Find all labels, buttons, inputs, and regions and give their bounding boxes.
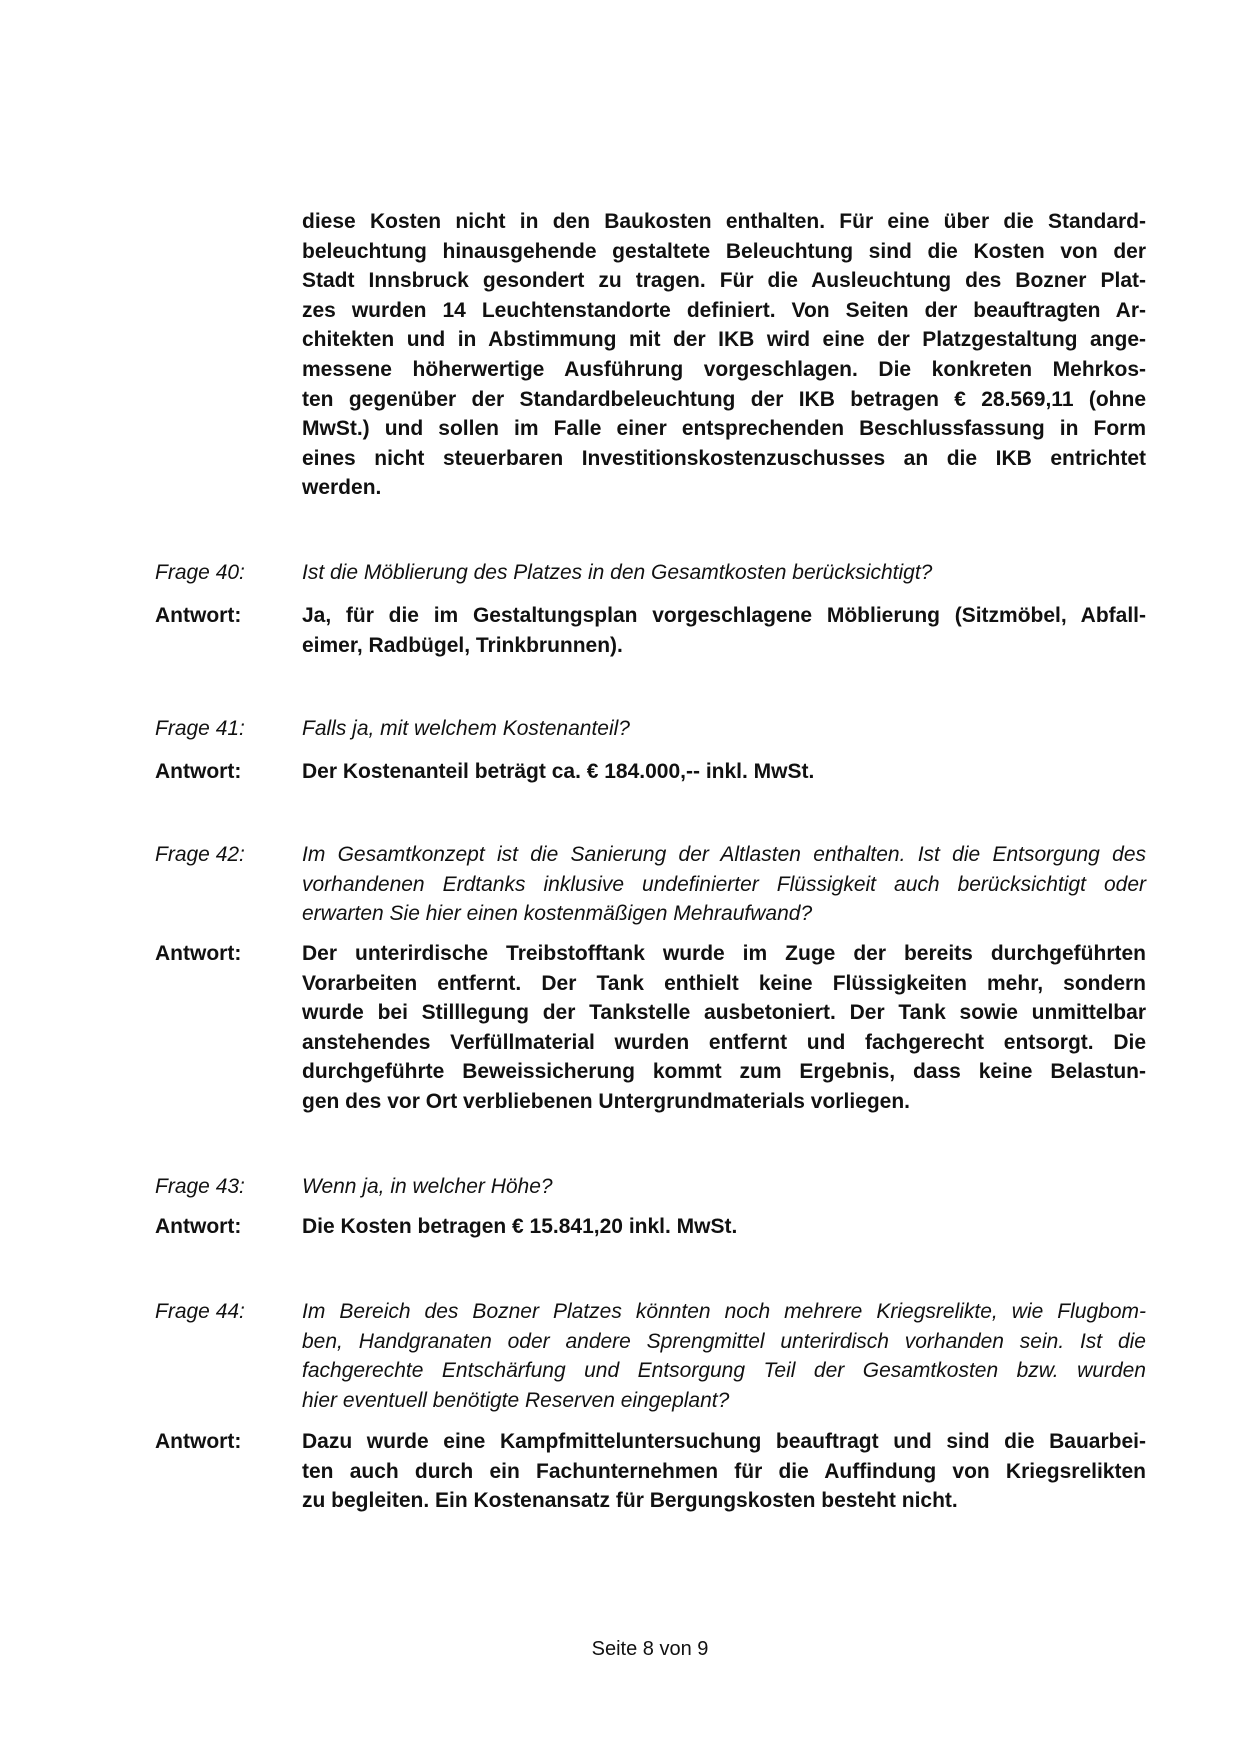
answer-40-text (302, 601, 1146, 660)
question-42-text (302, 840, 1146, 929)
text-line: fachgerechte Entschärfung und Entsorgung Teil der Gesamtkosten bzw. wurden (302, 1359, 1146, 1383)
answer-44-text (302, 1427, 1146, 1516)
text-line: Dazu wurde eine Kampfmitteluntersuchung beauftragt und sind die Bauarbei- (302, 1430, 1146, 1453)
text-line: Der unterirdische Treibstofftank wurde im Zuge der bereits durchgeführten (302, 942, 1146, 965)
question-44-label: Frage 44: (155, 1300, 245, 1323)
answer-40-label: Antwort: (155, 604, 242, 627)
text-line: ten gegenüber der Standardbeleuchtung der IKB betragen € 28.569,11 (ohne (302, 387, 1146, 411)
question-44-text (302, 1297, 1146, 1415)
text-line: eimer, Radbügel, Trinkbrunnen). (302, 633, 623, 657)
answer-41-text (302, 757, 1146, 787)
text-line: Wenn ja, in welcher Höhe? (302, 1175, 553, 1198)
question-40-label: Frage 40: (155, 561, 245, 584)
text-line: Stadt Innsbruck gesondert zu tragen. Für die Ausleuchtung des Bozner Plat- (302, 269, 1146, 293)
text-line: Vorarbeiten entfernt. Der Tank enthielt keine Flüssigkeiten mehr, sondern (302, 971, 1146, 995)
text-line: chitekten und in Abstimmung mit der IKB wird eine der Platzgestaltung ange- (302, 328, 1146, 352)
text-line: Ja, für die im Gestaltungsplan vorgeschlagene Möblierung (Sitzmöbel, Abfall- (302, 604, 1146, 627)
text-line: anstehendes Verfüllmaterial wurden entfernt und fachgerecht entsorgt. Die (302, 1030, 1146, 1054)
text-line: werden. (302, 476, 382, 500)
text-line: zu begleiten. Ein Kostenansatz für Bergungskosten besteht nicht. (302, 1489, 958, 1513)
question-40-text (302, 558, 1146, 588)
answer-42-text (302, 939, 1146, 1117)
question-43-label: Frage 43: (155, 1175, 245, 1198)
question-43-text (302, 1172, 1146, 1202)
text-line: gen des vor Ort verbliebenen Untergrundmaterials vorliegen. (302, 1089, 910, 1113)
answer-44-label: Antwort: (155, 1430, 242, 1453)
answer-41-label: Antwort: (155, 760, 242, 783)
text-line: ben, Handgranaten oder andere Sprengmittel unterirdisch vorhanden sein. Ist die (302, 1329, 1146, 1353)
text-line: Im Gesamtkonzept ist die Sanierung der Altlasten enthalten. Ist die Entsorgung des (302, 843, 1146, 866)
text-line: beleuchtung hinausgehende gestaltete Beleuchtung sind die Kosten von der (302, 239, 1146, 263)
page-number: Seite 8 von 9 (591, 1638, 709, 1660)
text-line: Die Kosten betragen € 15.841,20 inkl. MwSt. (302, 1215, 738, 1238)
question-41-label: Frage 41: (155, 717, 245, 740)
text-line: diese Kosten nicht in den Baukosten enthalten. Für eine über die Standard- (302, 210, 1146, 233)
answer-42-label: Antwort: (155, 942, 242, 965)
text-line: hier eventuell benötigte Reserven eingeplant? (302, 1388, 730, 1412)
text-line: durchgeführte Beweissicherung kommt zum Ergebnis, dass keine Belastun- (302, 1060, 1146, 1084)
text-line: Falls ja, mit welchem Kostenanteil? (302, 717, 630, 740)
question-42-label: Frage 42: (155, 843, 245, 866)
answer-43-label: Antwort: (155, 1215, 242, 1238)
intro-paragraph-text (302, 207, 1146, 503)
text-line: wurde bei Stilllegung der Tankstelle ausbetoniert. Der Tank sowie unmittelbar (302, 1001, 1146, 1025)
text-line: Im Bereich des Bozner Platzes könnten noch mehrere Kriegsrelikte, wie Flugbom- (302, 1300, 1146, 1323)
text-line: erwarten Sie hier einen kostenmäßigen Mehraufwand? (302, 902, 813, 926)
text-line: MwSt.) und sollen im Falle einer entsprechenden Beschlussfassung in Form (302, 417, 1146, 441)
text-line: zes wurden 14 Leuchtenstandorte definiert. Von Seiten der beauftragten Ar- (302, 298, 1146, 322)
text-line: Ist die Möblierung des Platzes in den Gesamtkosten berücksichtigt? (302, 561, 933, 584)
text-line: vorhandenen Erdtanks inklusive undefinierter Flüssigkeit auch berücksichtigt oder (302, 872, 1146, 896)
text-line: messene höherwertige Ausführung vorgeschlagen. Die konkreten Mehrkos- (302, 357, 1146, 381)
question-41-text (302, 714, 1146, 744)
text-line: eines nicht steuerbaren Investitionskostenzuschusses an die IKB entrichtet (302, 446, 1146, 470)
answer-43-text (302, 1212, 1146, 1242)
text-line: ten auch durch ein Fachunternehmen für die Auffindung von Kriegsrelikten (302, 1459, 1146, 1483)
text-line: Der Kostenanteil beträgt ca. € 184.000,-- inkl. MwSt. (302, 760, 815, 783)
